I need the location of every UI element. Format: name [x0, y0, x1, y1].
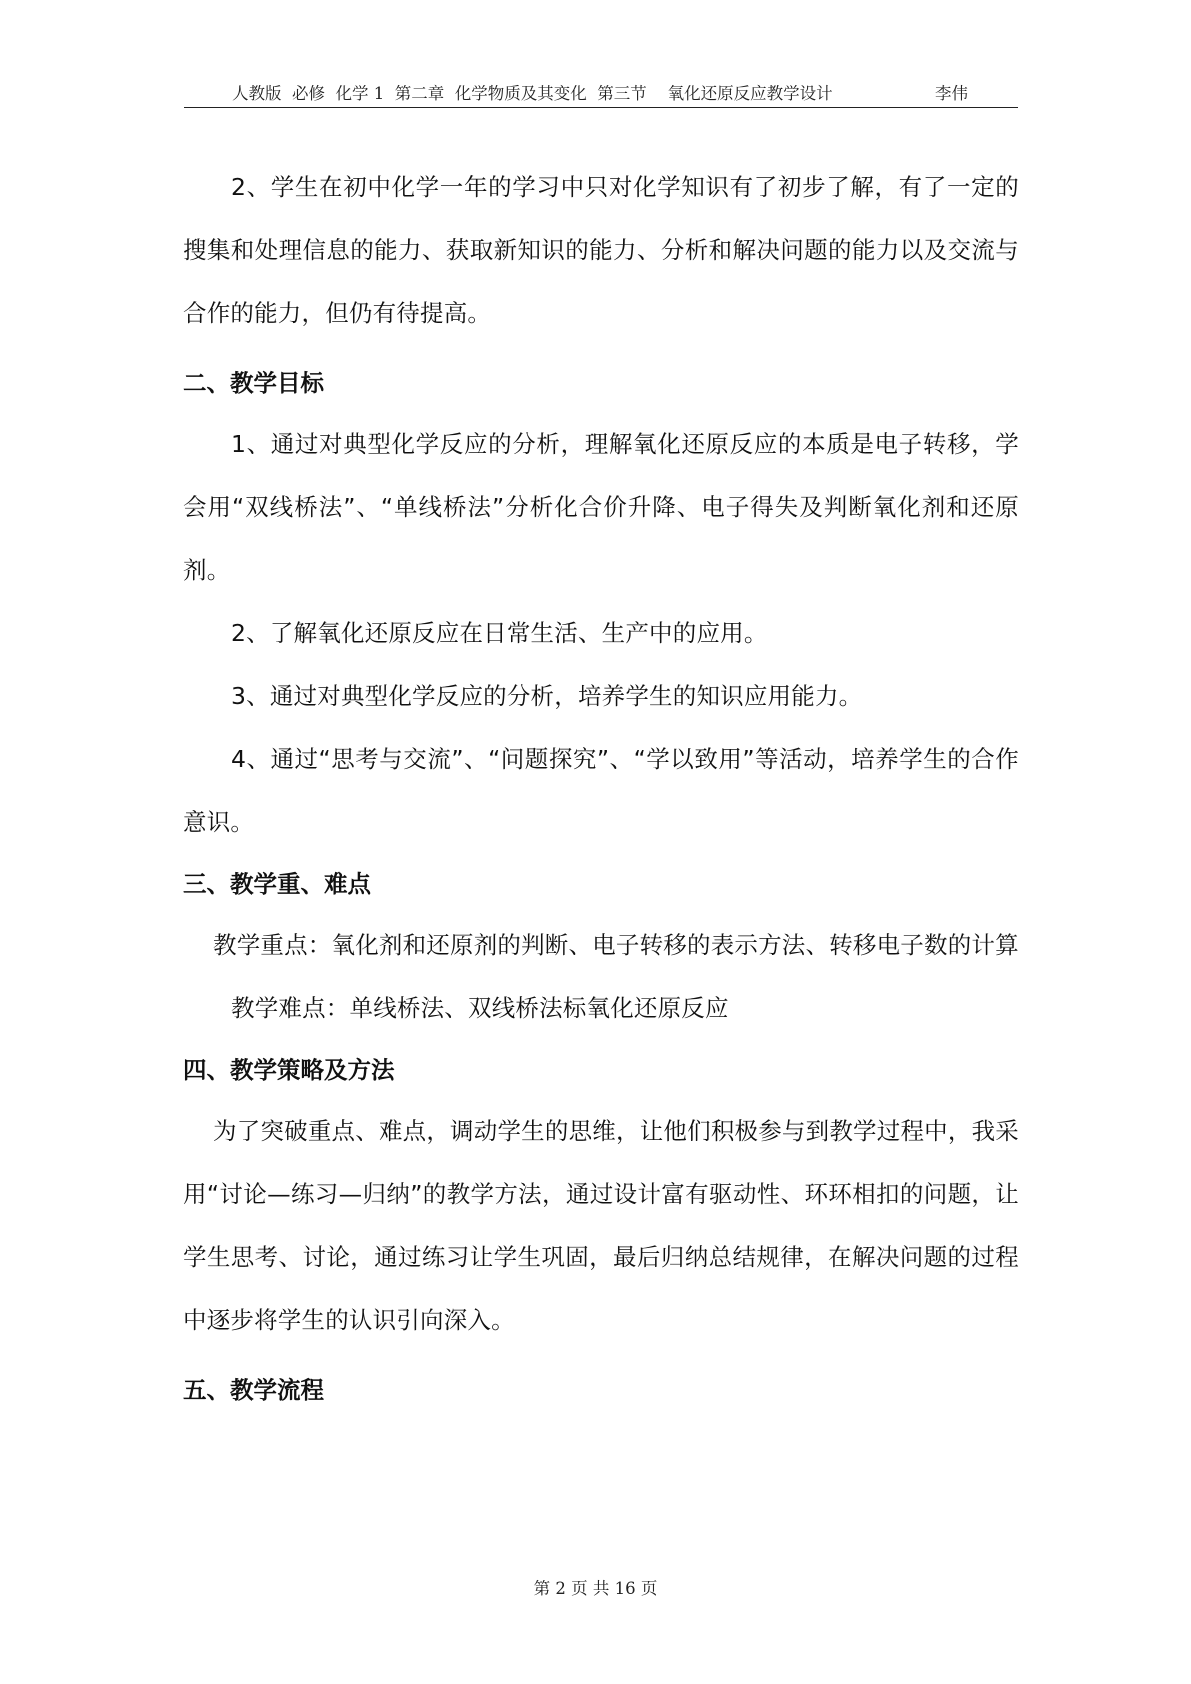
strategy-paragraph: 为了突破重点、难点，调动学生的思维，让他们积极参与到教学过程中，我采用“讨论—练习—归纳”的教学方法，通过设计富有驱动性、环环相扣的问题，让学生思考、讨论，通过练习让学生巩固，最后归纳总结规律，在解决问题的过程中逐步将学生的认识引向深入。	[183, 1117, 1019, 1334]
intro-paragraph: 2、学生在初中化学一年的学习中只对化学知识有了初步了解，有了一定的搜集和处理信息的能力、获取新知识的能力、分析和解决问题的能力以及交流与合作的能力，但仍有待提高。	[183, 173, 1019, 327]
section-heading-strategy: 四、教学策略及方法	[183, 1056, 395, 1084]
section-heading-key-difficult: 三、教学重、难点	[183, 870, 371, 898]
objective-item-2: 2、了解氧化还原反应在日常生活、生产中的应用。	[231, 619, 768, 647]
objective-item-3: 3、通过对典型化学反应的分析，培养学生的知识应用能力。	[231, 682, 863, 710]
key-point-text: 教学重点：氧化剂和还原剂的判断、电子转移的表示方法、转移电子数的计算	[213, 931, 1019, 959]
objective-item-1: 1、通过对典型化学反应的分析，理解氧化还原反应的本质是电子转移，学会用“双线桥法”、“单线桥法”分析化合价升降、电子得失及判断氧化剂和还原剂。	[183, 430, 1019, 584]
section-heading-objectives: 二、教学目标	[183, 369, 324, 397]
objective-item-4: 4、通过“思考与交流”、“问题探究”、“学以致用”等活动，培养学生的合作意识。	[183, 745, 1019, 836]
section-heading-process: 五、教学流程	[183, 1376, 324, 1404]
document-body	[183, 156, 1019, 1420]
page-number: 第 2 页 共 16 页	[533, 1579, 658, 1598]
header-author: 李伟	[935, 84, 968, 103]
page-header	[184, 83, 1018, 108]
header-title: 人教版 必修 化学 1 第二章 化学物质及其变化 第三节 氧化还原反应教学设计	[232, 84, 833, 103]
difficult-point-text: 教学难点：单线桥法、双线桥法标氧化还原反应	[231, 994, 729, 1022]
